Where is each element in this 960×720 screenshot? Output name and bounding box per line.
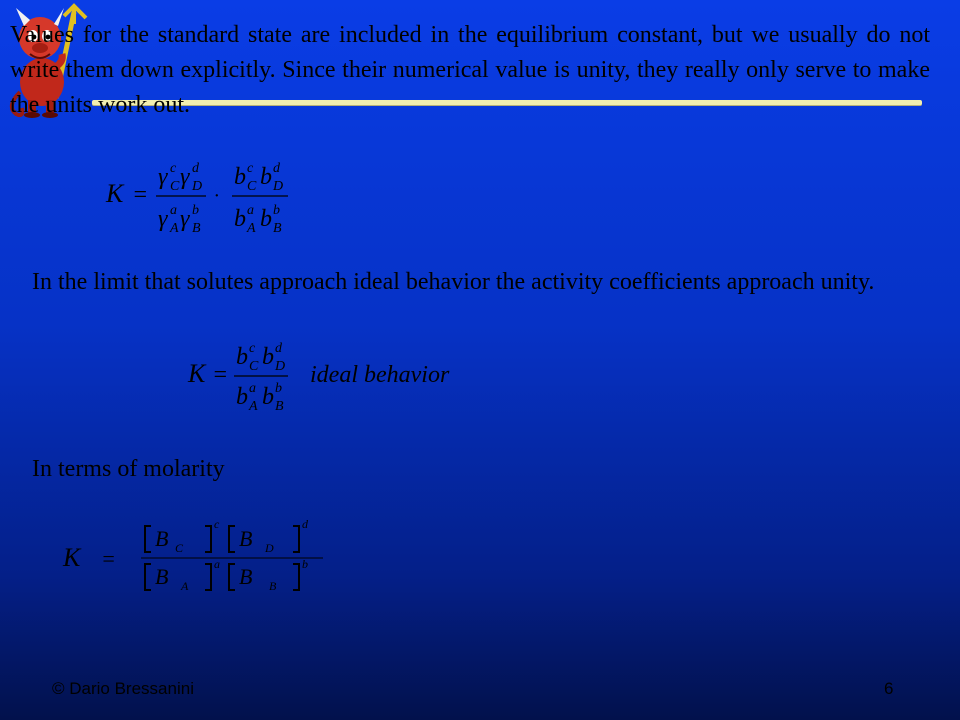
eq3-den-b-a: B xyxy=(155,564,169,589)
eq3-num-bracket-2-close xyxy=(293,526,299,552)
eq3-equals: = xyxy=(101,546,116,571)
eq1-dot: · xyxy=(214,185,219,207)
eq1-den-sup-a: a xyxy=(170,203,177,218)
eq2-num-b-c: b xyxy=(236,344,248,370)
eq2-den-b-a: b xyxy=(236,384,248,410)
eq1-num-b-d: b xyxy=(260,164,272,190)
footer-copyright: © Dario Bressanini xyxy=(52,679,194,698)
eq3-den-sub-a: A xyxy=(181,579,189,593)
eq3-den-bracket-1-open xyxy=(145,564,151,590)
eq3-num-bracket-1-open xyxy=(145,526,151,552)
eq2-num-sub-c: C xyxy=(249,359,259,374)
eq3-num-sup-c: c xyxy=(214,517,220,531)
eq2-ideal-behavior-label: ideal behavior xyxy=(310,362,450,388)
eq2-num-b-d: b xyxy=(262,344,274,370)
eq2-den-b-b: b xyxy=(262,384,274,410)
eq3-num-bracket-1-close xyxy=(205,526,211,552)
eq1-lhs: K xyxy=(106,179,124,208)
eq3-den-bracket-2-close xyxy=(293,564,299,590)
eq1-num-sup-d: d xyxy=(192,161,199,176)
eq3-den-b-b: B xyxy=(239,564,253,589)
eq1-equals: = xyxy=(132,182,149,208)
eq1-num-sub-d: D xyxy=(192,179,203,194)
eq1-num-gamma-d: γ xyxy=(180,164,190,190)
eq2-den-sup-b: b xyxy=(275,381,282,396)
eq3-den-bracket-2-open xyxy=(229,564,235,590)
footer-page-number: 6 xyxy=(884,679,894,698)
eq3-lhs: K xyxy=(63,543,81,572)
eq2-num-sup-d: d xyxy=(275,341,282,356)
eq1-num-b-sub-d: D xyxy=(273,179,284,194)
eq3-den-sub-b: B xyxy=(269,579,277,593)
eq3-num-b-c: B xyxy=(155,526,169,551)
eq1-den-gamma-b: γ xyxy=(180,206,190,232)
eq1-den-sub-a: A xyxy=(170,221,179,236)
eq3-num-sup-d: d xyxy=(302,517,308,531)
eq1-den-b-sub-b: B xyxy=(273,221,282,236)
eq3-den-bracket-1-close xyxy=(205,564,211,590)
eq3-den-sup-b: b xyxy=(302,557,308,571)
ideal-limit-paragraph: In the limit that solutes approach ideal behavior the activity coefficients approach unity. xyxy=(32,269,875,295)
eq2-equals: = xyxy=(212,362,229,388)
eq1-den-sub-b: B xyxy=(192,221,201,236)
eq2-num-sup-c: c xyxy=(249,341,256,356)
eq1-num-b-sup-c: c xyxy=(247,161,254,176)
eq1-num-b-c: b xyxy=(234,164,246,190)
eq1-den-b-sub-a: A xyxy=(247,221,256,236)
eq1-num-b-sup-d: d xyxy=(273,161,280,176)
equation-ideal-behavior xyxy=(182,338,472,414)
eq1-den-b-sup-a: a xyxy=(247,203,254,218)
eq3-num-b-d: B xyxy=(239,526,253,551)
eq3-num-sub-d: D xyxy=(265,541,274,555)
eq1-den-b-a: b xyxy=(234,206,246,232)
eq1-den-sup-b: b xyxy=(192,203,199,218)
eq2-den-sub-b: B xyxy=(275,399,284,414)
eq1-den-b-sup-b: b xyxy=(273,203,280,218)
eq1-den-b-b: b xyxy=(260,206,272,232)
equation-activity-coefficients xyxy=(100,152,300,236)
eq1-den-gamma-a: γ xyxy=(158,206,168,232)
eq3-num-sub-c: C xyxy=(175,541,184,555)
eq2-num-sub-d: D xyxy=(275,359,286,374)
eq1-num-sub-c: C xyxy=(170,179,180,194)
equation-molarity xyxy=(55,516,330,598)
eq3-den-sup-a: a xyxy=(214,557,220,571)
eq2-den-sub-a: A xyxy=(249,399,258,414)
eq3-num-bracket-2-open xyxy=(229,526,235,552)
intro-paragraph: Values for the standard state are included in the equilibrium constant, but we usually do not write them down explicitly. Since their numerical value is unity, they really only serve to make the units work out. xyxy=(10,22,930,118)
molarity-paragraph: In terms of molarity xyxy=(32,456,225,482)
eq2-lhs: K xyxy=(188,359,206,388)
eq1-num-b-sub-c: C xyxy=(247,179,257,194)
eq1-num-gamma-c: γ xyxy=(158,164,168,190)
eq1-num-sup-c: c xyxy=(170,161,177,176)
eq2-den-sup-a: a xyxy=(249,381,256,396)
